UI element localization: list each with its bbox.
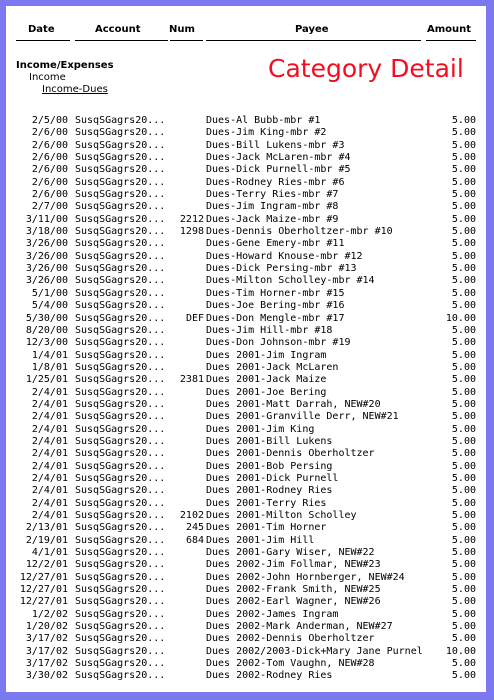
row-date: 1/2/02 bbox=[31, 608, 68, 620]
row-amount: 5.00 bbox=[451, 658, 476, 670]
row-date: 3/30/02 bbox=[25, 670, 68, 682]
row-num: 1298 bbox=[179, 226, 204, 238]
table-row[interactable] bbox=[6, 448, 486, 460]
row-payee: Dues 2002-James Ingram bbox=[206, 608, 339, 620]
table-row[interactable] bbox=[6, 387, 486, 399]
row-amount: 5.00 bbox=[451, 189, 476, 201]
table-row[interactable] bbox=[6, 214, 486, 226]
transaction-list bbox=[6, 115, 486, 683]
row-amount: 5.00 bbox=[451, 263, 476, 275]
table-row[interactable] bbox=[6, 362, 486, 374]
table-row[interactable] bbox=[6, 127, 486, 139]
row-num: 684 bbox=[185, 534, 204, 546]
table-row[interactable] bbox=[6, 658, 486, 670]
row-date: 8/20/00 bbox=[25, 324, 68, 336]
row-date: 2/4/01 bbox=[31, 497, 68, 509]
row-amount: 5.00 bbox=[451, 497, 476, 509]
report-title: Category Detail bbox=[268, 54, 464, 83]
row-date: 2/6/00 bbox=[31, 189, 68, 201]
row-account: SusqSGagrs20... bbox=[75, 324, 166, 336]
row-account: SusqSGagrs20... bbox=[75, 189, 166, 201]
row-account: SusqSGagrs20... bbox=[75, 670, 166, 682]
row-payee: Dues 2001-Jack McLaren bbox=[206, 361, 339, 373]
row-payee: Dues 2001-Granville Derr, NEW#21 bbox=[206, 411, 399, 423]
row-date: 3/11/00 bbox=[25, 213, 68, 225]
row-payee: Dues-Tim Horner-mbr #15 bbox=[206, 287, 345, 299]
row-account: SusqSGagrs20... bbox=[75, 411, 166, 423]
table-row[interactable] bbox=[6, 609, 486, 621]
table-row[interactable] bbox=[6, 535, 486, 547]
report-page bbox=[6, 6, 486, 692]
row-date: 5/1/00 bbox=[31, 287, 68, 299]
table-row[interactable] bbox=[6, 238, 486, 250]
row-account: SusqSGagrs20... bbox=[75, 238, 166, 250]
row-date: 12/2/01 bbox=[25, 559, 68, 571]
table-row[interactable] bbox=[6, 251, 486, 263]
column-header-payee[interactable]: Payee bbox=[295, 24, 329, 35]
row-payee: Dues 2001-Dennis Oberholtzer bbox=[206, 448, 375, 460]
row-account: SusqSGagrs20... bbox=[75, 127, 166, 139]
section-category-label: Income bbox=[29, 72, 66, 83]
table-row[interactable] bbox=[6, 584, 486, 596]
table-row[interactable] bbox=[6, 411, 486, 423]
row-payee: Dues-Don Johnson-mbr #19 bbox=[206, 337, 351, 349]
row-amount: 10.00 bbox=[445, 645, 476, 657]
row-amount: 5.00 bbox=[451, 460, 476, 472]
row-date: 2/6/00 bbox=[31, 139, 68, 151]
row-account: SusqSGagrs20... bbox=[75, 287, 166, 299]
row-account: SusqSGagrs20... bbox=[75, 176, 166, 188]
row-amount: 5.00 bbox=[451, 386, 476, 398]
row-date: 3/17/02 bbox=[25, 645, 68, 657]
row-num: DEF bbox=[185, 312, 204, 324]
row-amount: 5.00 bbox=[451, 472, 476, 484]
row-date: 3/26/00 bbox=[25, 263, 68, 275]
row-num: 2212 bbox=[179, 213, 204, 225]
row-account: SusqSGagrs20... bbox=[75, 460, 166, 472]
row-account: SusqSGagrs20... bbox=[75, 633, 166, 645]
table-row[interactable] bbox=[6, 226, 486, 238]
row-payee: Dues 2001-Joe Bering bbox=[206, 386, 327, 398]
header-rule-date bbox=[16, 40, 70, 41]
row-date: 2/13/01 bbox=[25, 522, 68, 534]
table-row[interactable] bbox=[6, 350, 486, 362]
row-amount: 5.00 bbox=[451, 287, 476, 299]
row-account: SusqSGagrs20... bbox=[75, 485, 166, 497]
row-amount: 5.00 bbox=[451, 633, 476, 645]
table-row[interactable] bbox=[6, 461, 486, 473]
row-payee: Dues 2001-Bill Lukens bbox=[206, 435, 333, 447]
row-account: SusqSGagrs20... bbox=[75, 250, 166, 262]
row-payee: Dues 2002-Dennis Oberholtzer bbox=[206, 633, 375, 645]
row-num: 2381 bbox=[179, 374, 204, 386]
row-amount: 5.00 bbox=[451, 275, 476, 287]
row-amount: 5.00 bbox=[451, 213, 476, 225]
row-amount: 5.00 bbox=[451, 559, 476, 571]
row-amount: 5.00 bbox=[451, 164, 476, 176]
row-amount: 5.00 bbox=[451, 571, 476, 583]
table-row[interactable] bbox=[6, 300, 486, 312]
row-account: SusqSGagrs20... bbox=[75, 374, 166, 386]
row-amount: 5.00 bbox=[451, 324, 476, 336]
row-num: 2102 bbox=[179, 510, 204, 521]
row-payee: Dues 2002-Frank Smith, NEW#25 bbox=[206, 584, 381, 596]
row-account: SusqSGagrs20... bbox=[75, 164, 166, 176]
table-row[interactable] bbox=[6, 288, 486, 300]
row-payee: Dues 2002-John Hornberger, NEW#24 bbox=[206, 571, 405, 583]
table-row[interactable] bbox=[6, 164, 486, 176]
row-amount: 5.00 bbox=[451, 115, 476, 126]
row-amount: 5.00 bbox=[451, 250, 476, 262]
row-payee: Dues 2001-Jim King bbox=[206, 423, 315, 435]
row-amount: 5.00 bbox=[451, 510, 476, 521]
row-payee: Dues-Jim Hill-mbr #18 bbox=[206, 324, 333, 336]
row-payee: Dues 2001-Milton Scholley bbox=[206, 510, 357, 521]
row-account: SusqSGagrs20... bbox=[75, 435, 166, 447]
table-row[interactable] bbox=[6, 399, 486, 411]
row-payee: Dues-Dick Persing-mbr #13 bbox=[206, 263, 357, 275]
row-payee: Dues-Jim King-mbr #2 bbox=[206, 127, 327, 139]
row-payee: Dues-Jack Maize-mbr #9 bbox=[206, 213, 339, 225]
row-account: SusqSGagrs20... bbox=[75, 522, 166, 534]
row-account: SusqSGagrs20... bbox=[75, 152, 166, 164]
table-row[interactable] bbox=[6, 633, 486, 645]
section-subcategory-label: Income-Dues bbox=[42, 84, 108, 95]
row-payee: Dues 2001-Tim Horner bbox=[206, 522, 327, 534]
row-date: 2/4/01 bbox=[31, 435, 68, 447]
row-amount: 5.00 bbox=[451, 398, 476, 410]
row-date: 12/3/00 bbox=[25, 337, 68, 349]
row-payee: Dues-Joe Bering-mbr #16 bbox=[206, 300, 345, 312]
table-row[interactable] bbox=[6, 498, 486, 510]
table-row[interactable] bbox=[6, 374, 486, 386]
row-payee: Dues 2002-Earl Wagner, NEW#26 bbox=[206, 596, 381, 608]
row-account: SusqSGagrs20... bbox=[75, 584, 166, 596]
row-payee: Dues-Gene Emery-mbr #11 bbox=[206, 238, 345, 250]
row-date: 2/4/01 bbox=[31, 472, 68, 484]
row-amount: 5.00 bbox=[451, 374, 476, 386]
row-amount: 5.00 bbox=[451, 584, 476, 596]
row-account: SusqSGagrs20... bbox=[75, 621, 166, 633]
row-date: 3/26/00 bbox=[25, 250, 68, 262]
table-row[interactable] bbox=[6, 436, 486, 448]
row-payee: Dues 2002-Jim Follmar, NEW#23 bbox=[206, 559, 381, 571]
row-amount: 5.00 bbox=[451, 411, 476, 423]
table-row[interactable] bbox=[6, 621, 486, 633]
row-amount: 5.00 bbox=[451, 349, 476, 361]
row-date: 2/4/01 bbox=[31, 485, 68, 497]
row-payee: Dues-Jim Ingram-mbr #8 bbox=[206, 201, 339, 213]
row-payee: Dues-Dick Purnell-mbr #5 bbox=[206, 164, 351, 176]
row-date: 2/4/01 bbox=[31, 460, 68, 472]
row-account: SusqSGagrs20... bbox=[75, 534, 166, 546]
row-date: 3/26/00 bbox=[25, 238, 68, 250]
row-account: SusqSGagrs20... bbox=[75, 497, 166, 509]
table-row[interactable] bbox=[6, 177, 486, 189]
row-account: SusqSGagrs20... bbox=[75, 115, 166, 126]
row-amount: 5.00 bbox=[451, 596, 476, 608]
row-account: SusqSGagrs20... bbox=[75, 312, 166, 324]
row-account: SusqSGagrs20... bbox=[75, 213, 166, 225]
table-row[interactable] bbox=[6, 263, 486, 275]
row-date: 1/8/01 bbox=[31, 361, 68, 373]
row-payee: Dues-Howard Knouse-mbr #12 bbox=[206, 250, 363, 262]
row-date: 4/1/01 bbox=[31, 547, 68, 559]
table-row[interactable] bbox=[6, 522, 486, 534]
row-date: 1/4/01 bbox=[31, 349, 68, 361]
table-row[interactable] bbox=[6, 115, 486, 127]
row-payee: Dues 2001-Jim Hill bbox=[206, 534, 315, 546]
table-row[interactable] bbox=[6, 510, 486, 522]
row-amount: 5.00 bbox=[451, 608, 476, 620]
row-amount: 5.00 bbox=[451, 547, 476, 559]
row-date: 2/6/00 bbox=[31, 176, 68, 188]
row-payee: Dues 2002/2003-Dick+Mary Jane Purnel bbox=[206, 645, 423, 657]
row-date: 12/27/01 bbox=[19, 596, 68, 608]
row-date: 2/4/01 bbox=[31, 423, 68, 435]
row-account: SusqSGagrs20... bbox=[75, 300, 166, 312]
table-row[interactable] bbox=[6, 140, 486, 152]
table-row[interactable] bbox=[6, 424, 486, 436]
table-row[interactable] bbox=[6, 596, 486, 608]
row-date: 2/6/00 bbox=[31, 164, 68, 176]
row-date: 3/26/00 bbox=[25, 275, 68, 287]
row-account: SusqSGagrs20... bbox=[75, 139, 166, 151]
header-rule-amount bbox=[426, 40, 476, 41]
row-amount: 5.00 bbox=[451, 435, 476, 447]
row-amount: 5.00 bbox=[451, 522, 476, 534]
row-payee: Dues 2002-Tom Vaughn, NEW#28 bbox=[206, 658, 375, 670]
table-row[interactable] bbox=[6, 485, 486, 497]
row-account: SusqSGagrs20... bbox=[75, 275, 166, 287]
row-account: SusqSGagrs20... bbox=[75, 398, 166, 410]
row-date: 3/17/02 bbox=[25, 658, 68, 670]
row-amount: 5.00 bbox=[451, 139, 476, 151]
row-amount: 5.00 bbox=[451, 485, 476, 497]
row-amount: 5.00 bbox=[451, 670, 476, 682]
table-row[interactable] bbox=[6, 152, 486, 164]
table-row[interactable] bbox=[6, 275, 486, 287]
row-payee: Dues 2001-Jim Ingram bbox=[206, 349, 327, 361]
row-account: SusqSGagrs20... bbox=[75, 263, 166, 275]
row-payee: Dues-Dennis Oberholtzer-mbr #10 bbox=[206, 226, 393, 238]
header-rule-account bbox=[75, 40, 168, 41]
row-payee: Dues-Rodney Ries-mbr #6 bbox=[206, 176, 345, 188]
row-date: 3/18/00 bbox=[25, 226, 68, 238]
row-account: SusqSGagrs20... bbox=[75, 226, 166, 238]
row-amount: 5.00 bbox=[451, 238, 476, 250]
row-account: SusqSGagrs20... bbox=[75, 472, 166, 484]
row-amount: 5.00 bbox=[451, 361, 476, 373]
row-payee: Dues 2001-Bob Persing bbox=[206, 460, 333, 472]
row-date: 2/5/00 bbox=[31, 115, 68, 126]
row-payee: Dues 2002-Mark Anderman, NEW#27 bbox=[206, 621, 393, 633]
row-account: SusqSGagrs20... bbox=[75, 337, 166, 349]
row-account: SusqSGagrs20... bbox=[75, 608, 166, 620]
row-amount: 5.00 bbox=[451, 423, 476, 435]
row-amount: 5.00 bbox=[451, 534, 476, 546]
row-payee: Dues 2001-Rodney Ries bbox=[206, 485, 333, 497]
row-date: 2/7/00 bbox=[31, 201, 68, 213]
row-payee: Dues 2001-Matt Darrah, NEW#20 bbox=[206, 398, 381, 410]
row-account: SusqSGagrs20... bbox=[75, 658, 166, 670]
row-account: SusqSGagrs20... bbox=[75, 571, 166, 583]
section-group-label: Income/Expenses bbox=[16, 60, 114, 71]
table-row[interactable] bbox=[6, 473, 486, 485]
row-payee: Dues-Milton Scholley-mbr #14 bbox=[206, 275, 375, 287]
table-row[interactable] bbox=[6, 572, 486, 584]
table-row[interactable] bbox=[6, 201, 486, 213]
row-account: SusqSGagrs20... bbox=[75, 645, 166, 657]
row-date: 12/27/01 bbox=[19, 571, 68, 583]
column-header-amount[interactable]: Amount bbox=[427, 24, 472, 35]
row-account: SusqSGagrs20... bbox=[75, 547, 166, 559]
row-amount: 5.00 bbox=[451, 621, 476, 633]
table-row[interactable] bbox=[6, 337, 486, 349]
header-rule-payee bbox=[206, 40, 421, 41]
row-amount: 5.00 bbox=[451, 127, 476, 139]
row-payee: Dues-Terry Ries-mbr #7 bbox=[206, 189, 339, 201]
row-payee: Dues-Al Bubb-mbr #1 bbox=[206, 115, 321, 126]
row-account: SusqSGagrs20... bbox=[75, 448, 166, 460]
row-amount: 5.00 bbox=[451, 152, 476, 164]
table-row[interactable] bbox=[6, 670, 486, 682]
row-account: SusqSGagrs20... bbox=[75, 423, 166, 435]
row-date: 2/4/01 bbox=[31, 386, 68, 398]
row-date: 5/30/00 bbox=[25, 312, 68, 324]
row-payee: Dues-Bill Lukens-mbr #3 bbox=[206, 139, 345, 151]
row-date: 2/4/01 bbox=[31, 510, 68, 521]
column-header-num[interactable]: Num bbox=[169, 24, 195, 35]
row-payee: Dues 2001-Gary Wiser, NEW#22 bbox=[206, 547, 375, 559]
column-header-date[interactable]: Date bbox=[28, 24, 55, 35]
row-date: 2/4/01 bbox=[31, 398, 68, 410]
header-rule-num bbox=[170, 40, 203, 41]
table-row[interactable] bbox=[6, 646, 486, 658]
row-date: 2/4/01 bbox=[31, 448, 68, 460]
table-row[interactable] bbox=[6, 559, 486, 571]
row-account: SusqSGagrs20... bbox=[75, 361, 166, 373]
row-payee: Dues-Jack McLaren-mbr #4 bbox=[206, 152, 351, 164]
row-date: 3/17/02 bbox=[25, 633, 68, 645]
row-date: 2/6/00 bbox=[31, 152, 68, 164]
table-row[interactable] bbox=[6, 189, 486, 201]
column-header-account[interactable]: Account bbox=[95, 24, 141, 35]
row-account: SusqSGagrs20... bbox=[75, 386, 166, 398]
row-date: 2/4/01 bbox=[31, 411, 68, 423]
row-account: SusqSGagrs20... bbox=[75, 201, 166, 213]
row-amount: 5.00 bbox=[451, 226, 476, 238]
row-amount: 10.00 bbox=[445, 312, 476, 324]
row-account: SusqSGagrs20... bbox=[75, 596, 166, 608]
table-row[interactable] bbox=[6, 547, 486, 559]
row-amount: 5.00 bbox=[451, 337, 476, 349]
row-date: 5/4/00 bbox=[31, 300, 68, 312]
row-date: 1/20/02 bbox=[25, 621, 68, 633]
row-date: 1/25/01 bbox=[25, 374, 68, 386]
table-row[interactable] bbox=[6, 325, 486, 337]
table-row[interactable] bbox=[6, 313, 486, 325]
row-amount: 5.00 bbox=[451, 201, 476, 213]
row-payee: Dues 2001-Dick Purnell bbox=[206, 472, 339, 484]
row-payee: Dues 2001-Terry Ries bbox=[206, 497, 327, 509]
row-amount: 5.00 bbox=[451, 448, 476, 460]
row-payee: Dues 2001-Jack Maize bbox=[206, 374, 327, 386]
row-amount: 5.00 bbox=[451, 300, 476, 312]
row-date: 2/6/00 bbox=[31, 127, 68, 139]
row-account: SusqSGagrs20... bbox=[75, 349, 166, 361]
row-date: 12/27/01 bbox=[19, 584, 68, 596]
row-amount: 5.00 bbox=[451, 176, 476, 188]
row-account: SusqSGagrs20... bbox=[75, 510, 166, 521]
row-payee: Dues 2002-Rodney Ries bbox=[206, 670, 333, 682]
row-payee: Dues-Don Mengle-mbr #17 bbox=[206, 312, 345, 324]
row-num: 245 bbox=[185, 522, 204, 534]
row-date: 2/19/01 bbox=[25, 534, 68, 546]
row-account: SusqSGagrs20... bbox=[75, 559, 166, 571]
